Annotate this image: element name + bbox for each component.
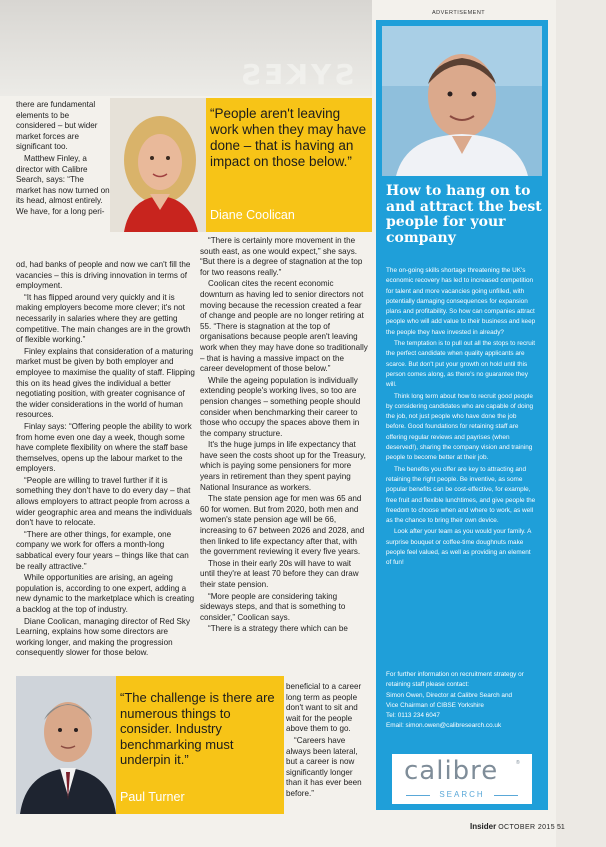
faded-header-word: SYKES (238, 58, 355, 91)
quote-author: Paul Turner (120, 790, 185, 804)
article-paragraph: “More people are considering taking sideways steps, and that is something to consider,” Coolican says. (200, 591, 346, 622)
article-paragraph: Those in their early 20s will have to wait until they're at least 70 before they can draw their state pension. (200, 558, 359, 589)
logo-subtitle: SEARCH (439, 790, 485, 799)
article-paragraph: Finlay says: “Offering people the ability to work from home even one day a week, though some have complete flexibility on where the staff base themselves, opens up the labour market to the employers. (16, 421, 192, 474)
article-column-1-top (16, 100, 110, 219)
portrait-paul-turner (16, 676, 116, 814)
quote-text: “The challenge is there are numerous things to consider. Industry benchmarking must underpin it.” (120, 690, 275, 767)
article-column-2-bottom (286, 682, 368, 801)
article-paragraph: “People are willing to travel further if it is something they don't have to do every day – that allows employers to attract people from across a wider geographic area and means the individuals don't have to relocate. (16, 475, 192, 528)
logo-registered-mark: ® (516, 760, 520, 766)
advert-contact-intro: For further information on recruitment strategy or retaining staff please contact: (386, 671, 524, 689)
advert-contact-phone: Tel: 0113 234 6047 (386, 712, 440, 720)
article-paragraph: Matthew Finley, a director with Calibre Search, says: “The market has now turned on its head, almost entirely. We have, for a long peri- (16, 153, 110, 216)
article-column-2 (200, 236, 368, 636)
advertisement-label: ADVERTISEMENT (432, 10, 486, 16)
article-column-1 (16, 260, 198, 660)
article-paragraph: While the ageing population is individually extending people's working lives, so too are pension changes – something people should consider when benchmarking their career to those who occupy the spaces above them in the company structure. (200, 375, 361, 438)
article-paragraph: “There is a strategy there which can be (208, 624, 348, 634)
article-paragraph: there are fundamental elements to be considered – but wider market forces are significant too. (16, 100, 98, 152)
calibre-search-logo (392, 754, 532, 804)
article-paragraph: The state pension age for men was 65 and 60 for women. But from 2020, both men and women's state pension age will be 66, increasing to 67 between 2026 and 2028, and then linked to life expectancy after that, with the government reviewing it every five years. (200, 494, 365, 557)
article-paragraph: Coolican cites the recent economic downturn as having led to senior directors not moving because the recession created a fear of change and people are no longer retiring at 55. “There is stagnation at the top of organisations because people aren't leaving work when they may have done so traditionally – that is having a massive impact on the career development of those below.” (200, 279, 368, 374)
article-paragraph: “There is certainly more movement in the south east, as one would expect,” she says. “But there is a degree of stagnation at the top for two reasons really.” (200, 236, 363, 277)
advert-title: How to hang on to and attract the best people for your company (386, 183, 542, 246)
page-edge (556, 0, 606, 847)
quote-author: Diane Coolican (210, 208, 295, 222)
advert-paragraph: Think long term about how to recruit good people by considering candidates who are capable of doing the job, not just people who have done the job before. Good foundations for retaining staff are offering regular reviews and payrises (when deserved!), sharing the company vision and training people to become better at their job. (386, 392, 534, 462)
advert-body (386, 266, 536, 570)
footer-page-number: 51 (556, 824, 565, 831)
advert-portrait-simon-owen (382, 26, 542, 176)
portrait-diane-coolican (110, 98, 206, 232)
article-paragraph: od, had banks of people and now we can't fill the vacancies – this is driving innovation in terms of employment. (16, 260, 191, 291)
article-paragraph: “It has flipped around very quickly and it is making employers become more clever; it's not necessarily in salaries where they are getting competitive. The main changes are in the growth of flexible working.” (16, 292, 191, 345)
advert-paragraph: The on-going skills shortage threatening the UK's economic recovery has led to increased competition for talent and more vacancies going unfilled, with potentially damaging consequences for expansion plans and profitability. So how can companies attract people who will add value to their business and keep the people they have invested in already? (386, 267, 536, 336)
top-header-strip (0, 0, 372, 96)
footer-issue: OCTOBER 2015 (498, 824, 555, 831)
advert-contact-email: Email: simon.owen@calibresearch.co.uk (386, 722, 502, 730)
logo-rule-right (494, 795, 518, 796)
article-paragraph: Diane Coolican, managing director of Red Sky Learning, explains how some directors are working longer, and making the progression consequently slower for those below. (16, 616, 191, 658)
advert-contact-block (386, 670, 538, 732)
article-paragraph: “Careers have always been lateral, but a career is now significantly longer than it has ever been before.” (286, 735, 362, 798)
pull-quote-turner (16, 676, 284, 814)
article-paragraph: “There are other things, for example, one company we work for offers a month-long sabbatical every four years – things like that can be really attractive.” (16, 529, 189, 571)
advert-paragraph: The benefits you offer are key to attracting and retaining the right people. Be inventive, as some popular benefits can be cost-effective, for example, free fruit and flexible lunchtimes, and give people the freedom to choose when and where to work, as well as the chance to bring their own device. (386, 465, 536, 525)
advert-contact-role: Vice Chairman of CIBSE Yorkshire (386, 701, 484, 709)
article-paragraph: Finley explains that consideration of a maturing market must be given by both employer and employee to maximise the quality of staff. Flipping this on its head gives the individual a better negotiating position, with greater cognisance of the wider considerations in the world of human resources. (16, 346, 195, 420)
advert-paragraph: Look after your team as you would your family. A surprise bouquet or coffee-time doughnuts make people feel valued, as well as providing an element of fun! (386, 528, 531, 567)
article-paragraph: beneficial to a career long term as people don't want to sit and wait for the people above them to go. (286, 682, 362, 734)
logo-wordmark: calibre (404, 756, 499, 786)
article-paragraph: While opportunities are arising, an ageing population is, according to one expert, adding a new dynamic to the marketplace which is creating a backlog at the top of industry. (16, 573, 195, 614)
quote-text: “People aren't leaving work when they may have done – that is having an impact on those below.” (210, 106, 367, 169)
pull-quote-coolican (110, 98, 372, 232)
footer-brand: Insider (470, 822, 497, 831)
advert-contact-name: Simon Owen, Director at Calibre Search and (386, 691, 513, 699)
page-footer (470, 822, 565, 831)
article-paragraph: It's the huge jumps in life expectancy that have seen the costs shoot up for the Treasury, which is paying some pensioners for more years in retirement than they spent paying National Insurance as workers. (200, 440, 366, 492)
advert-paragraph: The temptation is to pull out all the stops to recruit the perfect candidate when quality applicants are scarce. But don't put your growth on hold until this person comes along, as there's no guarantee they will. (386, 340, 536, 389)
